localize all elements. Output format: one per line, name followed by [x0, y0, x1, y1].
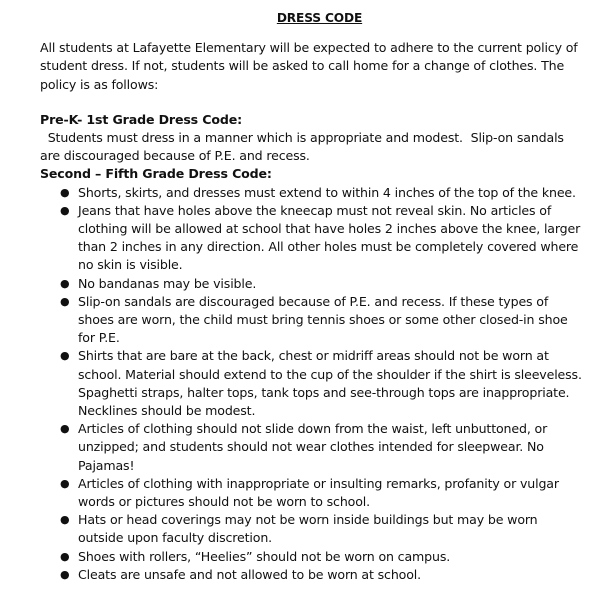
list-item: [60, 293, 583, 348]
rule-text: Hats or head coverings may not be worn inside buildings but may be worn outside upon faculty discretion.: [78, 512, 538, 546]
rule-text: Jeans that have holes above the kneecap must not reveal skin. No articles of clothing will be allowed at school that have holes 2 inches above the knee, larger than 2 inches in any direction. All other holes must be completely covered where no skin is visible.: [78, 202, 581, 273]
second-fifth-rules-list: [40, 184, 583, 584]
bullet-icon: ●: [60, 185, 70, 199]
list-item: [60, 202, 583, 275]
rule-text: Shoes with rollers, “Heelies” should not be worn on campus.: [78, 548, 451, 564]
prek-paragraph: Students must dress in a manner which is appropriate and modest. Slip-on sandals are discouraged because of P.E. and recess.: [40, 130, 568, 164]
rule-text: Articles of clothing should not slide down from the waist, left unbuttoned, or unzipped; and students should not wear clothes intended for sleepwear. No Pajamas!: [78, 421, 548, 473]
list-item: [60, 275, 583, 293]
second-fifth-heading: Second – Fifth Grade Dress Code:: [40, 166, 272, 182]
bullet-icon: ●: [60, 276, 70, 290]
bullet-icon: ●: [60, 349, 70, 363]
rule-text: Shorts, skirts, and dresses must extend to within 4 inches of the top of the knee.: [78, 184, 576, 200]
rule-text: No bandanas may be visible.: [78, 275, 257, 291]
bullet-icon: ●: [60, 549, 70, 563]
list-item: [60, 548, 583, 566]
rule-text: Shirts that are bare at the back, chest or midriff areas should not be worn at school. Material should extend to the cup of the shoulder if the shirt is sleeveless. Spaghetti straps, halter tops, tank tops and see-through tops are inappropriate. Necklines should be modest.: [78, 348, 582, 419]
rule-text: Slip-on sandals are discouraged because of P.E. and recess. If these types of shoes are worn, the child must bring tennis shoes or some other closed-in shoe for P.E.: [78, 293, 568, 346]
intro-paragraph: All students at Lafayette Elementary will be expected to adhere to the current policy of student dress. If not, students will be asked to call home for a change of clothes. The policy is as follows:: [40, 40, 578, 92]
rule-text: Cleats are unsafe and not allowed to be worn at school.: [78, 566, 421, 582]
list-item: [60, 347, 583, 420]
list-item: [60, 566, 583, 584]
prek-heading: Pre-K- 1st Grade Dress Code:: [40, 111, 243, 127]
bullet-icon: ●: [60, 422, 70, 436]
bullet-icon: ●: [60, 476, 70, 490]
rule-text: Articles of clothing with inappropriate or insulting remarks, profanity or vulgar words or pictures should not be worn to school.: [78, 475, 559, 510]
list-item: [60, 475, 583, 511]
bullet-icon: ●: [60, 567, 70, 581]
list-item: [60, 511, 583, 547]
document-title: DRESS CODE: [276, 11, 363, 25]
bullet-icon: ●: [60, 203, 70, 217]
bullet-icon: ●: [60, 294, 70, 308]
list-item: [60, 184, 583, 202]
bullet-icon: ●: [60, 513, 70, 527]
list-item: [60, 420, 583, 475]
